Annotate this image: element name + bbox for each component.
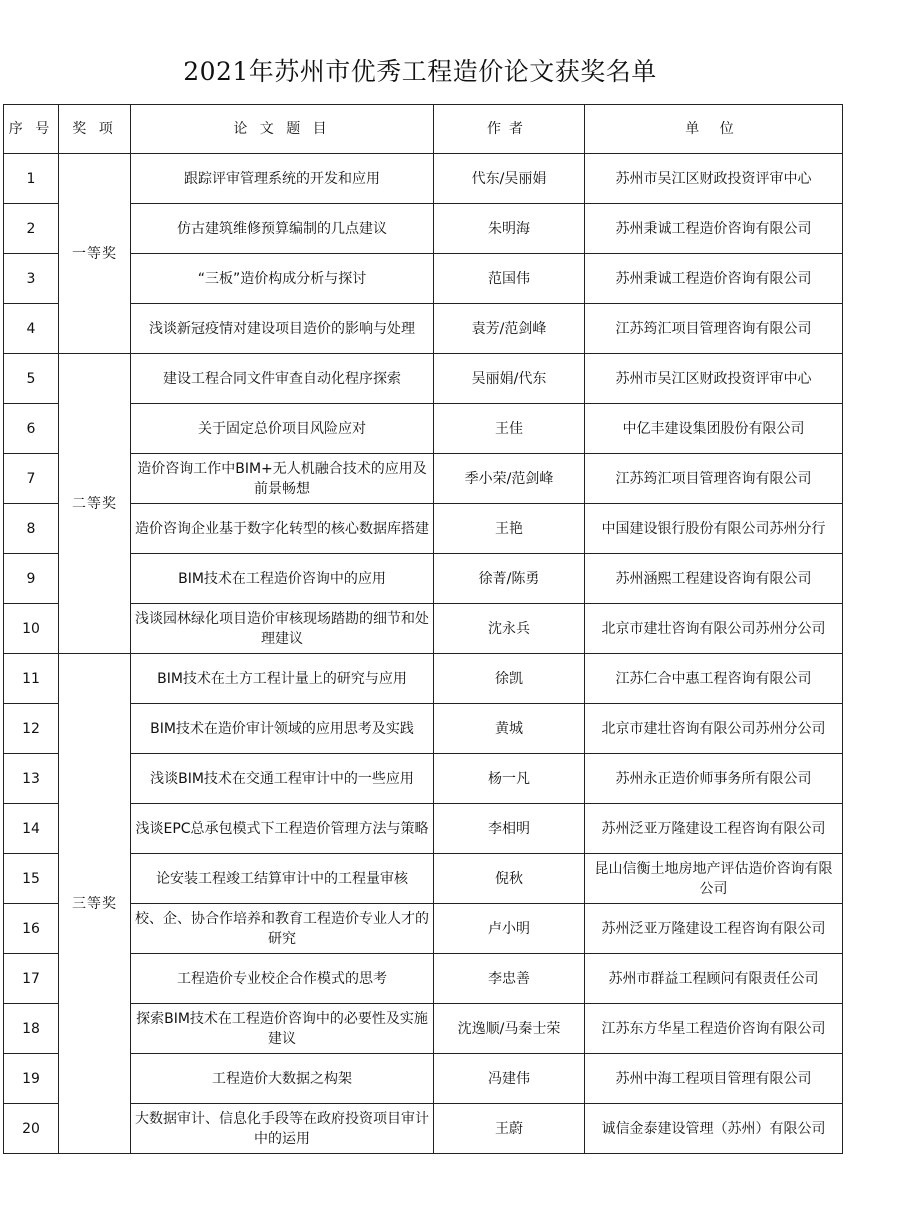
row-no: 9 <box>4 554 59 604</box>
row-no: 7 <box>4 454 59 504</box>
row-no: 18 <box>4 1004 59 1054</box>
author: 冯建伟 <box>434 1054 585 1104</box>
paper-title: 论安装工程竣工结算审计中的工程量审核 <box>131 854 434 904</box>
author: 王蔚 <box>434 1104 585 1154</box>
unit: 江苏东方华星工程造价咨询有限公司 <box>585 1004 843 1054</box>
author: 李忠善 <box>434 954 585 1004</box>
header-no: 序 号 <box>4 105 59 154</box>
row-no: 17 <box>4 954 59 1004</box>
row-no: 19 <box>4 1054 59 1104</box>
table-row <box>4 654 843 704</box>
author: 季小荣/范剑峰 <box>434 454 585 504</box>
author: 黄城 <box>434 704 585 754</box>
author: 范国伟 <box>434 254 585 304</box>
row-no: 10 <box>4 604 59 654</box>
unit: 中亿丰建设集团股份有限公司 <box>585 404 843 454</box>
page-title: 2021年苏州市优秀工程造价论文获奖名单 <box>183 57 657 86</box>
row-no: 3 <box>4 254 59 304</box>
unit: 苏州涵熙工程建设咨询有限公司 <box>585 554 843 604</box>
unit: 苏州市群益工程顾问有限责任公司 <box>585 954 843 1004</box>
award-second: 二等奖 <box>59 354 131 654</box>
unit: 北京市建壮咨询有限公司苏州分公司 <box>585 604 843 654</box>
paper-title: 造价咨询工作中BIM+无人机融合技术的应用及前景畅想 <box>131 454 434 504</box>
award-third: 三等奖 <box>59 654 131 1154</box>
header-author: 作者 <box>434 105 585 154</box>
paper-title: 浅谈EPC总承包模式下工程造价管理方法与策略 <box>131 804 434 854</box>
unit: 苏州泛亚万隆建设工程咨询有限公司 <box>585 804 843 854</box>
paper-title: 浅谈BIM技术在交通工程审计中的一些应用 <box>131 754 434 804</box>
author: 代东/吴丽娟 <box>434 154 585 204</box>
paper-title: BIM技术在工程造价咨询中的应用 <box>131 554 434 604</box>
author: 徐凯 <box>434 654 585 704</box>
author: 倪秋 <box>434 854 585 904</box>
author: 徐菁/陈勇 <box>434 554 585 604</box>
row-no: 2 <box>4 204 59 254</box>
paper-title: 大数据审计、信息化手段等在政府投资项目审计中的运用 <box>131 1104 434 1154</box>
table-row <box>4 354 843 404</box>
author: 王艳 <box>434 504 585 554</box>
paper-title: “三板”造价构成分析与探讨 <box>131 254 434 304</box>
header-award: 奖 项 <box>59 105 131 154</box>
row-no: 15 <box>4 854 59 904</box>
table-header-row <box>4 105 843 154</box>
unit: 苏州中海工程项目管理有限公司 <box>585 1054 843 1104</box>
header-unit: 单 位 <box>585 105 843 154</box>
row-no: 1 <box>4 154 59 204</box>
row-no: 14 <box>4 804 59 854</box>
paper-title: 工程造价专业校企合作模式的思考 <box>131 954 434 1004</box>
paper-title: 建设工程合同文件审查自动化程序探索 <box>131 354 434 404</box>
unit: 北京市建壮咨询有限公司苏州分公司 <box>585 704 843 754</box>
paper-title: BIM技术在造价审计领域的应用思考及实践 <box>131 704 434 754</box>
author: 王佳 <box>434 404 585 454</box>
paper-title: 校、企、协合作培养和教育工程造价专业人才的研究 <box>131 904 434 954</box>
paper-title: 探索BIM技术在工程造价咨询中的必要性及实施建议 <box>131 1004 434 1054</box>
author: 袁芳/范剑峰 <box>434 304 585 354</box>
author: 朱明海 <box>434 204 585 254</box>
row-no: 20 <box>4 1104 59 1154</box>
awards-table <box>3 104 843 1154</box>
paper-title: 关于固定总价项目风险应对 <box>131 404 434 454</box>
row-no: 11 <box>4 654 59 704</box>
unit: 苏州泛亚万隆建设工程咨询有限公司 <box>585 904 843 954</box>
paper-title: 工程造价大数据之构架 <box>131 1054 434 1104</box>
paper-title: 跟踪评审管理系统的开发和应用 <box>131 154 434 204</box>
author: 李相明 <box>434 804 585 854</box>
header-paper-title: 论 文 题 目 <box>131 105 434 154</box>
row-no: 13 <box>4 754 59 804</box>
paper-title: 造价咨询企业基于数字化转型的核心数据库搭建 <box>131 504 434 554</box>
row-no: 12 <box>4 704 59 754</box>
unit: 江苏筠汇项目管理咨询有限公司 <box>585 454 843 504</box>
paper-title: BIM技术在土方工程计量上的研究与应用 <box>131 654 434 704</box>
author: 杨一凡 <box>434 754 585 804</box>
row-no: 6 <box>4 404 59 454</box>
row-no: 16 <box>4 904 59 954</box>
row-no: 4 <box>4 304 59 354</box>
unit: 昆山信衡土地房地产评估造价咨询有限公司 <box>585 854 843 904</box>
row-no: 5 <box>4 354 59 404</box>
unit: 江苏筠汇项目管理咨询有限公司 <box>585 304 843 354</box>
author: 沈逸顺/马秦士荣 <box>434 1004 585 1054</box>
paper-title: 仿古建筑维修预算编制的几点建议 <box>131 204 434 254</box>
paper-title: 浅谈园林绿化项目造价审核现场踏勘的细节和处理建议 <box>131 604 434 654</box>
row-no: 8 <box>4 504 59 554</box>
unit: 苏州永正造价师事务所有限公司 <box>585 754 843 804</box>
unit: 中国建设银行股份有限公司苏州分行 <box>585 504 843 554</box>
unit: 江苏仁合中惠工程咨询有限公司 <box>585 654 843 704</box>
paper-title: 浅谈新冠疫情对建设项目造价的影响与处理 <box>131 304 434 354</box>
unit: 苏州秉诚工程造价咨询有限公司 <box>585 204 843 254</box>
unit: 苏州秉诚工程造价咨询有限公司 <box>585 254 843 304</box>
award-first: 一等奖 <box>59 154 131 354</box>
unit: 苏州市吴江区财政投资评审中心 <box>585 154 843 204</box>
author: 沈永兵 <box>434 604 585 654</box>
author: 卢小明 <box>434 904 585 954</box>
unit: 诚信金泰建设管理（苏州）有限公司 <box>585 1104 843 1154</box>
table-row <box>4 154 843 204</box>
unit: 苏州市吴江区财政投资评审中心 <box>585 354 843 404</box>
author: 吴丽娟/代东 <box>434 354 585 404</box>
